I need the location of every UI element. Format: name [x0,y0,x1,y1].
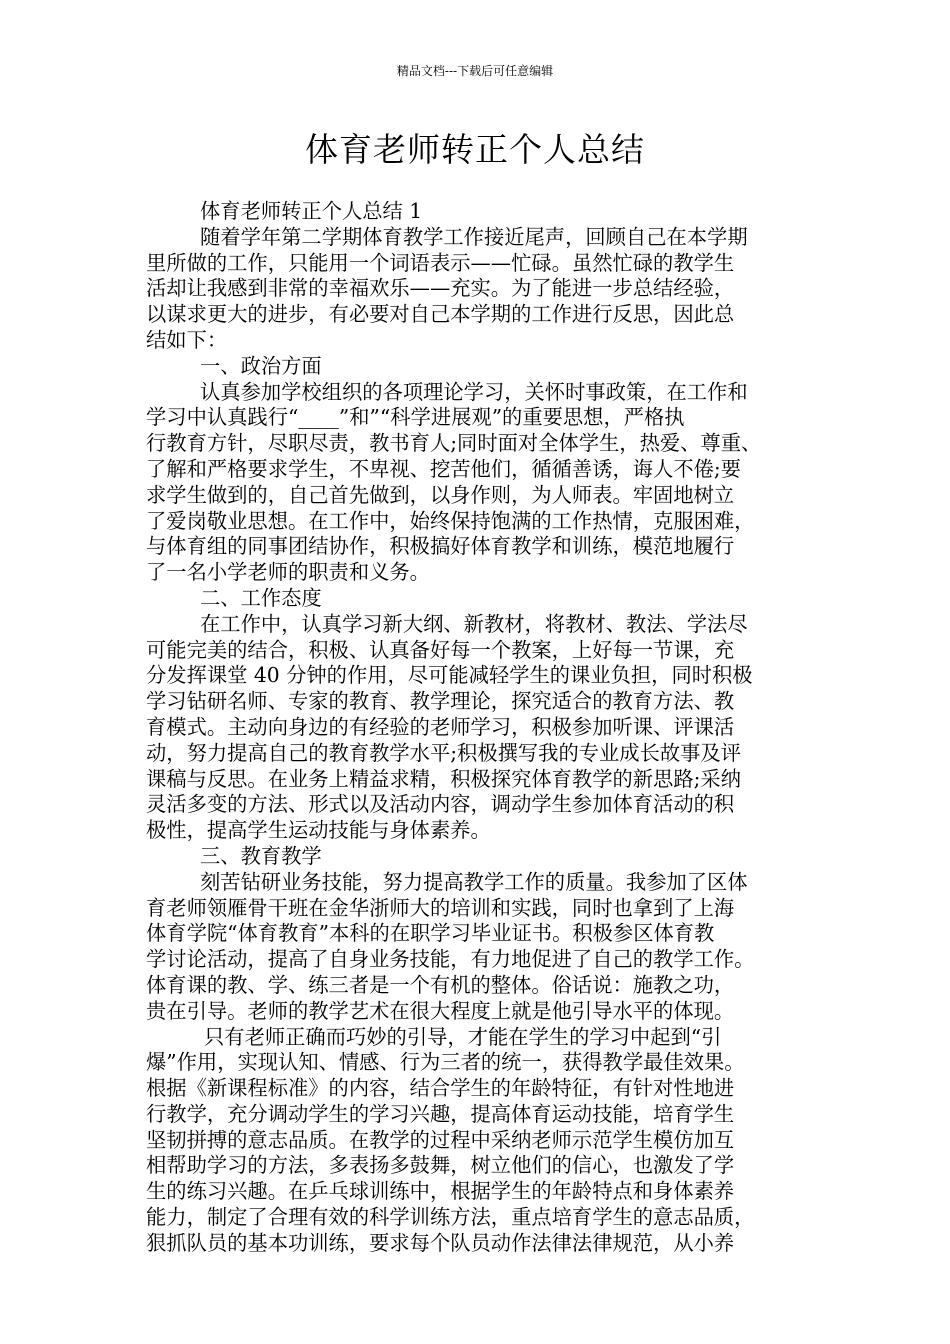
paragraph-line: 学讨论活动，提高了自身业务技能，有力地促进了自己的教学工作。 [146,947,755,972]
paragraph-line: 体育课的教、学、练三者是一个有机的整体。俗话说：施教之功， [146,972,735,997]
paragraph-line: 结如下： [146,327,228,352]
paragraph-line: 根据《新课程标准》的内容，结合学生的年龄特征，有针对性地进 [146,1076,735,1101]
paragraph-line: 求学生做到的，自己首先做到，以身作则，为人师表。牢固地树立 [146,482,735,507]
paragraph-line: 行教学，充分调动学生的学习兴趣，提高体育运动技能，培育学生 [146,1101,735,1126]
paragraph-line: 体育学院“体育教育”本科的在职学习毕业证书。积极参区体育教 [146,921,715,946]
paragraph-line: 学习钻研名师、专家的教育、教学理论，探究适合的教育方法、教 [146,689,735,714]
paragraph-line: 在工作中，认真学习新大纲、新教材，将教材、教法、学法尽 [200,611,748,636]
paragraph-line: 生的练习兴趣。在乒乓球训练中，根据学生的年龄特点和身体素养 [146,1179,735,1204]
document-title: 体育老师转正个人总结 [305,130,645,169]
paragraph-line: 爆”作用，实现认知、情感、行为三者的统一，获得教学最佳效果。 [146,1050,745,1075]
paragraph-line: 里所做的工作，只能用一个词语表示——忙碌。虽然忙碌的教学生 [146,250,735,275]
section-heading: 一、政治方面 [200,353,322,378]
paragraph-line: 相帮助学习的方法，多表扬多鼓舞，树立他们的信心，也激发了学 [146,1153,735,1178]
paragraph-line: 灵活多变的方法、形式以及活动内容，调动学生参加体育活动的积 [146,792,735,817]
paragraph-line: 了一名小学老师的职责和义务。 [146,560,430,585]
header-note: 精品文档---下载后可任意编辑 [396,64,554,78]
paragraph-line: 刻苦钻研业务技能，努力提高教学工作的质量。我参加了区体 [200,869,748,894]
paragraph-line: 动，努力提高自己的教育教学水平;积极撰写我的专业成长故事及评 [146,740,741,765]
paragraph-line: 活却让我感到非常的幸福欢乐——充实。为了能进一步总结经验， [146,276,735,301]
paragraph-line: 分发挥课堂 40 分钟的作用，尽可能减轻学生的课业负担，同时积极 [146,663,753,688]
paragraph-line: 贵在引导。老师的教学艺术在很大程度上就是他引导水平的体现。 [146,998,735,1023]
paragraph-line: 极性，提高学生运动技能与身体素养。 [146,818,491,843]
paragraph-line: 能力，制定了合理有效的科学训练方法，重点培育学生的意志品质， [146,1205,755,1230]
paragraph-line: 与体育组的同事团结协作，积极搞好体育教学和训练，模范地履行 [146,534,735,559]
paragraph-line: 了爱岗敬业思想。在工作中，始终保持饱满的工作热情，克服困难， [146,508,755,533]
paragraph-line: 以谋求更大的进步，有必要对自己本学期的工作进行反思，因此总 [146,302,735,327]
document-body [146,199,806,1257]
paragraph-line: 随着学年第二学期体育教学工作接近尾声，回顾自己在本学期 [200,224,748,249]
paragraph-line: 狠抓队员的基本功训练，要求每个队员动作法律法律规范，从小养 [146,1230,735,1255]
section-subtitle: 体育老师转正个人总结 1 [200,199,423,223]
paragraph-line: 只有老师正确而巧妙的引导，才能在学生的学习中起到“引 [204,1024,722,1049]
paragraph-line: 育模式。主动向身边的有经验的老师学习，积极参加听课、评课活 [146,714,735,739]
paragraph-line: 育老师领雁骨干班在金华浙师大的培训和实践，同时也拿到了上海 [146,895,735,920]
paragraph-line: 学习中认真践行“____”和”“科学进展观”的重要思想，严格执 [146,405,685,430]
paragraph-line: 可能完美的结合，积极、认真备好每一个教案，上好每一节课，充 [146,637,735,662]
paragraph-line: 坚韧拼搏的意志品质。在教学的过程中采纳老师示范学生模仿加互 [146,1127,735,1152]
section-heading: 二、工作态度 [200,585,322,610]
paragraph-line: 了解和严格要求学生，不卑视、挖苦他们，循循善诱，诲人不倦;要 [146,456,741,481]
paragraph-line: 行教育方针，尽职尽责，教书育人;同时面对全体学生，热爱、尊重、 [146,431,762,456]
paragraph-line: 课稿与反思。在业务上精益求精，积极探究体育教学的新思路;采纳 [146,766,741,791]
paragraph-line: 认真参加学校组织的各项理论学习，关怀时事政策，在工作和 [200,379,748,404]
section-heading: 三、教育教学 [200,843,322,868]
